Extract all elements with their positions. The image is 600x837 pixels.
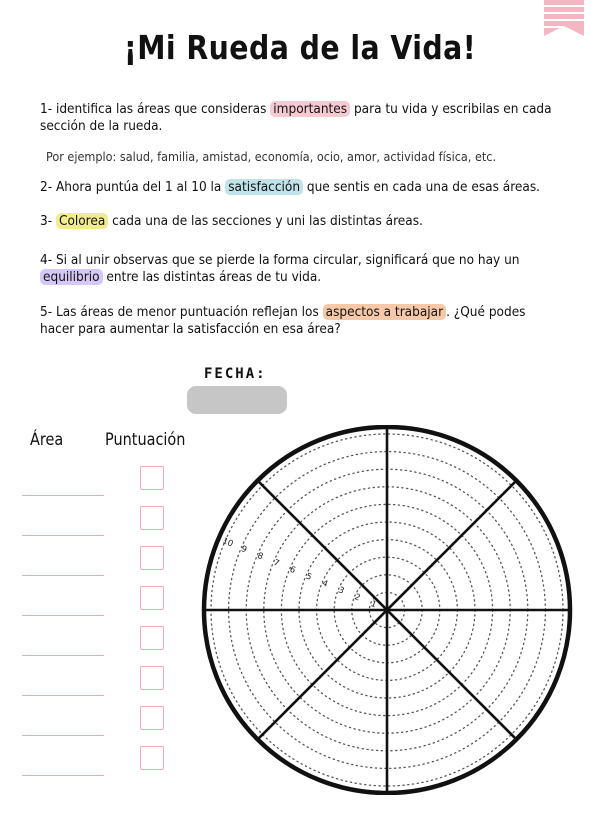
wheel-scale-label: 6 xyxy=(287,564,297,577)
area-input-line[interactable] xyxy=(22,695,104,696)
area-row xyxy=(0,626,200,656)
page-title: ¡Mi Rueda de la Vida! xyxy=(123,28,477,67)
score-box[interactable] xyxy=(140,626,164,650)
area-input-line[interactable] xyxy=(22,495,104,496)
step-1-text-before: 1- identifica las áreas que consideras xyxy=(40,101,271,117)
wheel-scale-label: 4 xyxy=(320,578,330,590)
step-2-text-after: que sentis en cada una de esas áreas. xyxy=(303,179,541,195)
wheel-scale-label: 1 xyxy=(368,599,378,611)
instruction-example: Por ejemplo: salud, familia, amistad, economía, ocio, amor, actividad física, etc. xyxy=(46,149,497,164)
score-box[interactable] xyxy=(140,746,164,770)
wheel-scale-label: 3 xyxy=(336,585,346,597)
area-row xyxy=(0,586,200,616)
step-3-text-after: cada una de las secciones y uni las distintas áreas. xyxy=(108,213,423,229)
wheel-scale-label: 10 xyxy=(220,536,235,550)
area-column-header: Área xyxy=(30,430,64,450)
instruction-step-1 xyxy=(40,101,560,135)
life-wheel[interactable] xyxy=(195,425,580,795)
step-2-highlight: satisfacción xyxy=(225,179,303,195)
area-row xyxy=(0,466,200,496)
score-box[interactable] xyxy=(140,546,164,570)
area-row xyxy=(0,506,200,536)
area-input-line[interactable] xyxy=(22,535,104,536)
step-1-text-after: para tu vida y escribilas en cada sección de la rueda. xyxy=(40,101,552,134)
score-box[interactable] xyxy=(140,466,164,490)
instruction-step-2 xyxy=(40,179,560,196)
date-field[interactable] xyxy=(187,386,287,414)
area-row xyxy=(0,666,200,696)
score-box[interactable] xyxy=(140,586,164,610)
area-row xyxy=(0,706,200,736)
step-4-highlight: equilibrio xyxy=(40,269,103,285)
wheel-scale-label: 2 xyxy=(352,592,362,604)
step-2-text-before: 2- Ahora puntúa del 1 al 10 la xyxy=(40,179,226,195)
date-label: FECHA: xyxy=(204,366,267,382)
area-input-line[interactable] xyxy=(22,575,104,576)
score-box[interactable] xyxy=(140,506,164,530)
area-row xyxy=(0,746,200,776)
wheel-scale-label: 9 xyxy=(239,544,249,556)
step-5-text-before: 5- Las áreas de menor puntuación reflejan los xyxy=(40,304,323,320)
area-input-line[interactable] xyxy=(22,775,104,776)
instruction-step-3 xyxy=(40,213,560,230)
wheel-scale-label: 5 xyxy=(304,571,314,583)
step-1-highlight: importantes xyxy=(270,101,350,117)
score-column-header: Puntuación xyxy=(105,430,186,450)
step-4-text-after: entre las distintas áreas de tu vida. xyxy=(102,269,322,285)
area-input-line[interactable] xyxy=(22,655,104,656)
instruction-step-4 xyxy=(40,252,560,286)
instruction-step-5 xyxy=(40,304,560,338)
score-box[interactable] xyxy=(140,666,164,690)
wheel-scale-label: 7 xyxy=(271,557,281,570)
area-input-line[interactable] xyxy=(22,615,104,616)
step-5-text-after: . ¿Qué podes hacer para aumentar la satisfacción en esa área? xyxy=(40,304,526,337)
step-4-text-before: 4- Si al unir observas que se pierde la forma circular, significará que no hay un xyxy=(40,252,520,268)
area-input-line[interactable] xyxy=(22,735,104,736)
score-box[interactable] xyxy=(140,706,164,730)
step-5-highlight: aspectos a trabajar xyxy=(323,304,446,320)
step-3-highlight: Colorea xyxy=(56,213,108,229)
step-3-text-before: 3- xyxy=(40,213,56,229)
area-row xyxy=(0,546,200,576)
wheel-scale-label: 8 xyxy=(255,550,265,563)
